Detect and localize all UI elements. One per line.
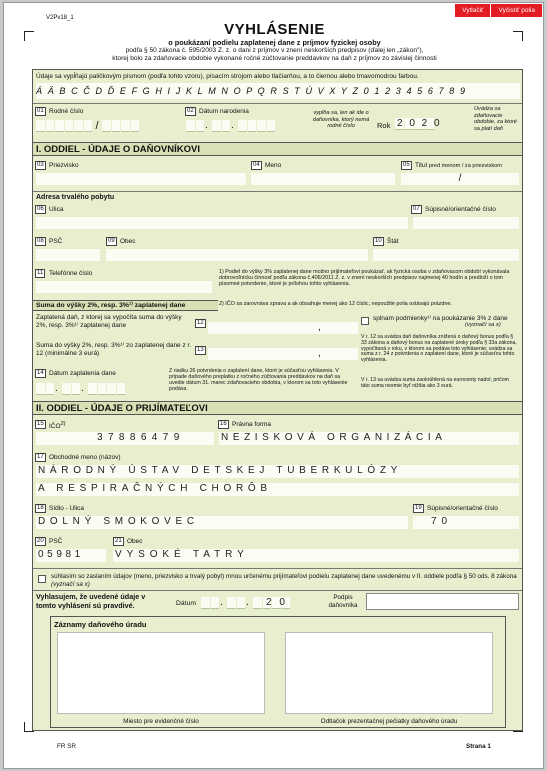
field-number: 19 bbox=[415, 505, 422, 511]
letter-sample: Á Ä B C Č D Ď E F G H I J K L M N O P Q R S T Ú V X Y Z 0 1 2 3 4 5 6 7 8 9 bbox=[36, 83, 520, 99]
form-page bbox=[3, 2, 544, 769]
declaration-date-input[interactable]: . . bbox=[201, 597, 290, 609]
first-name-label: Meno bbox=[265, 162, 282, 169]
signature-box[interactable] bbox=[366, 593, 519, 610]
toolbar bbox=[454, 4, 542, 17]
row12-note: V r. 12 sa uvádza daň daňovníka znížená o daňový bonus podľa § 33 zákona a daňový bonus na zaplatené úroky podľa § 33a zákona, vypočítaná v roku, v ktorom sa podáva toto vyhlásenie; uvádza sa suma z r. 24 z potvrdenia o zaplatení dane, ktoré je súčasťou tohto vyhlásenia. bbox=[361, 334, 517, 364]
house-number-input[interactable] bbox=[413, 217, 519, 229]
field-number: 01 bbox=[37, 108, 44, 114]
year-value: 2 0 2 0 bbox=[397, 118, 442, 129]
declaration-text: Vyhlasujem, že uvedené údaje v tomto vyhlásení sú pravdivé. bbox=[36, 592, 146, 610]
sum-input[interactable]: , bbox=[208, 348, 358, 360]
footer-issuer: FR SR bbox=[57, 743, 76, 750]
seat-city-value: VYSOKÉ TATRY bbox=[115, 549, 249, 560]
tax-office-title: Záznamy daňového úradu bbox=[54, 620, 147, 629]
birth-number-input[interactable]: / bbox=[36, 120, 139, 132]
three-percent-checkbox[interactable] bbox=[361, 317, 369, 325]
field-number: 17 bbox=[37, 454, 44, 460]
title-label: Titul pred menom / za priezviskom bbox=[415, 162, 502, 169]
birth-date-label: Dátum narodenia bbox=[199, 108, 249, 115]
signature-label: Podpis daňovníka bbox=[328, 594, 358, 609]
seat-number-label: Súpisné/orientačné číslo bbox=[427, 505, 498, 512]
field-number: 18 bbox=[37, 505, 44, 511]
tax-paid-input[interactable]: , bbox=[208, 322, 358, 334]
footnote-1: 1) Podiel do výšky 3% zaplatenej dane možno prijímateľovi poukázať, ak fyzická osoba v zdaňovacom období vykonávala dobrovoľnícku činnosť podľa zákona č.406/2011 Z. z. v znení neskorších predpisov najmenej 40 hodín a predloží o tom písomné potvrdenie, ktoré je prílohou tohto vyhlásenia. bbox=[219, 269, 510, 288]
sum-label: Suma do výšky 2%, resp. 3%¹⁾ zo zaplatenej dane z r. 12 (minimálne 3 eurá) bbox=[36, 342, 192, 357]
country-label: Štát bbox=[387, 238, 399, 245]
section-2-header: II. ODDIEL - ÚDAJE O PRIJÍMATEĽOVI bbox=[33, 401, 522, 415]
consent-checkbox[interactable] bbox=[38, 575, 46, 583]
ico-value: 37886479 bbox=[97, 432, 185, 443]
field-number: 09 bbox=[108, 238, 115, 244]
page-number: Strana 1 bbox=[466, 743, 491, 750]
field-number: 04 bbox=[253, 162, 260, 168]
seat-postal-value: 05981 bbox=[38, 549, 84, 560]
birth-date-input[interactable]: . . bbox=[186, 120, 275, 132]
surname-label: Priezvisko bbox=[49, 162, 79, 169]
stamp-box bbox=[285, 632, 493, 714]
field-number: 06 bbox=[37, 206, 44, 212]
city-label: Obec bbox=[120, 238, 136, 245]
form-body bbox=[32, 69, 523, 731]
company-name-value-1: NÁRODNÝ ÚSTAV DETSKEJ TUBERKULÓZY bbox=[38, 465, 403, 476]
payment-date-note: Z riadku 26 potvrdenia o zaplatení dane, ktoré je súčasťou vyhlásenia. V prípade daňového preplatku z ročného zúčtovania preddavkov na daň sa uvedie dátum 31. marec zdaňovacieho obdobia, v ktorom sa toto vyhlásenie podáva. bbox=[169, 368, 348, 392]
clear-fields-button[interactable]: Vyčistiť polia bbox=[490, 4, 542, 17]
field-number: 02 bbox=[187, 108, 194, 114]
footnote-2: 2) IČO sa zarovnáva sprava a ak obsahuje menej ako 12 číslic, nepoužité polia ostávajú prázdne. bbox=[219, 301, 452, 307]
field-number: 21 bbox=[115, 538, 122, 544]
field-number: 16 bbox=[220, 421, 227, 427]
birth-number-label: Rodné číslo bbox=[49, 108, 84, 115]
registration-caption: Miesto pre evidenčné číslo bbox=[123, 718, 199, 725]
postal-code-input[interactable] bbox=[36, 249, 100, 261]
year-note: Uvádza sa zdaňovacie obdobie, za ktoré sa platí daň bbox=[474, 106, 517, 132]
seat-street-value: DOLNÝ SMOKOVEC bbox=[38, 516, 199, 527]
address-header: Adresa trvalého pobytu bbox=[36, 194, 115, 201]
year-label: Rok bbox=[377, 121, 391, 130]
page-title: VYHLÁSENIE bbox=[224, 21, 325, 38]
declaration-year-value: 2 0 bbox=[266, 597, 288, 608]
field-number: 14 bbox=[37, 370, 44, 376]
field-number: 03 bbox=[37, 162, 44, 168]
row13-note: V r. 13 sa uvádza suma zaokrúhlená na eurocenty nadol, pričom táto suma nesmie byť nižšia ako 3 eurá. bbox=[361, 377, 509, 389]
house-number-label: Súpisné/orientačné číslo bbox=[425, 206, 496, 213]
subtitle: o poukázaní podielu zaplatenej dane z príjmov fyzickej osoby bbox=[168, 38, 381, 47]
postal-code-label: PSČ bbox=[49, 238, 63, 245]
field-number: 11 bbox=[37, 270, 44, 276]
legal-form-label: Právna forma bbox=[232, 421, 272, 428]
title-input[interactable]: / bbox=[401, 173, 519, 185]
legal-basis-2: ktorej bolo za zdaňovacie obdobie vykonané ročné zúčtovanie preddavkov na daň z príjmov zo závislej činnosti bbox=[112, 55, 437, 62]
field-number: 12 bbox=[197, 320, 204, 326]
field-number: 05 bbox=[403, 162, 410, 168]
street-input[interactable] bbox=[36, 217, 408, 229]
seat-number-value: 70 bbox=[431, 516, 453, 527]
three-percent-note: (vyznačí sa x) bbox=[465, 322, 501, 328]
company-name-label: Obchodné meno (názov) bbox=[49, 454, 121, 461]
field-number: 10 bbox=[375, 238, 382, 244]
field-number: 08 bbox=[37, 238, 44, 244]
city-input[interactable] bbox=[106, 249, 368, 261]
field-number: 13 bbox=[197, 347, 204, 353]
three-percent-label: splnam podmienky¹⁾ na poukázanie 3% z dane bbox=[373, 315, 508, 322]
phone-input[interactable] bbox=[36, 281, 212, 293]
sum-header: Suma do výšky 2%, resp. 3%¹⁾ zaplatenej dane bbox=[33, 300, 218, 311]
company-name-value-2: A RESPIRAČNÝCH CHORÔB bbox=[38, 483, 272, 494]
registration-number-box bbox=[57, 632, 265, 714]
tax-paid-label: Zaplatená daň, z ktorej sa vypočíta suma do výšky 2%, resp. 3%¹⁾ zaplatenej dane bbox=[36, 314, 182, 329]
stamp-caption: Odtlačok prezentačnej pečiatky daňového úradu bbox=[320, 718, 458, 725]
phone-label: Telefónne číslo bbox=[49, 270, 93, 277]
street-label: Ulica bbox=[49, 206, 64, 213]
date-label: Dátum bbox=[176, 600, 197, 607]
seat-postal-label: PSČ bbox=[49, 538, 63, 545]
ico-label: IČO$^{2)}$ bbox=[49, 421, 66, 431]
field-number: 07 bbox=[413, 206, 420, 212]
payment-date-input[interactable]: . . bbox=[36, 383, 125, 395]
first-name-input[interactable] bbox=[251, 173, 395, 185]
seat-city-label: Obec bbox=[127, 538, 143, 545]
payment-date-label: Dátum zaplatenia dane bbox=[49, 370, 116, 377]
legal-form-value: NEZISKOVÁ ORGANIZÁCIA bbox=[221, 432, 447, 443]
section-1-header: I. ODDIEL - ÚDAJE O DAŇOVNÍKOVI bbox=[33, 142, 522, 156]
instructions: Údaje sa vypĺňajú paličkovým písmom (podľa tohto vzoru), písacím strojom alebo tlačiarňou, a to čiernou alebo tmavomodrou farbou. bbox=[36, 73, 419, 80]
legal-basis: podľa § 50 zákona č. 595/2003 Z. z. o dani z príjmov v znení neskorších predpisov (ďalej len „zákon"), bbox=[125, 47, 424, 54]
field-number: 15 bbox=[37, 421, 44, 427]
field-number: 20 bbox=[37, 538, 44, 544]
seat-number-input[interactable] bbox=[413, 516, 519, 529]
tax-office-box bbox=[50, 616, 506, 728]
seat-street-label: Sídlo - Ulica bbox=[49, 505, 85, 512]
birth-date-note: vypĺňa sa, len ak ide o daňovníka, ktorý nemá rodné číslo bbox=[312, 110, 370, 129]
consent-text: súhlasím so zaslaním údajov (meno, priezvisko a trvalý pobyt) mnou určenému prijímateľovi podielu zaplatenej dane uvedenému v II. oddiele podľa § 50 ods. 8 zákona (vyznačí sa x) bbox=[51, 573, 517, 588]
country-input[interactable] bbox=[373, 249, 519, 261]
form-code: V2Pv18_1 bbox=[46, 15, 74, 21]
print-button[interactable]: Vytlačiť bbox=[454, 4, 490, 17]
surname-input[interactable] bbox=[36, 173, 246, 185]
